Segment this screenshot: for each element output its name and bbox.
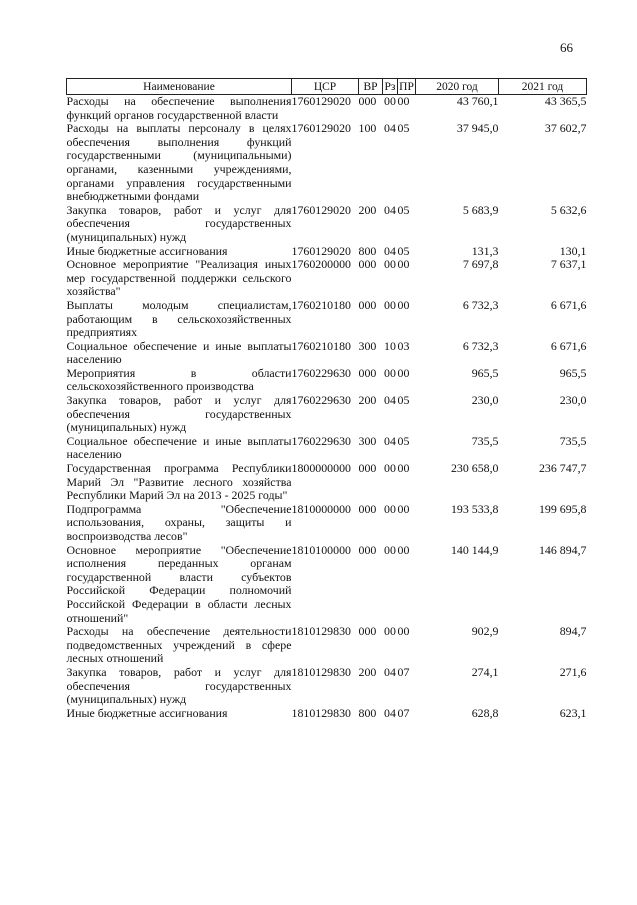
row-pr: 00 [397, 297, 410, 312]
row-vr: 800 [358, 705, 377, 720]
row-rz: 10 [384, 338, 396, 353]
row-name: Подпрограмма "Обеспечение использования, охраны, защиты и воспроизводства лесов" [66, 501, 292, 543]
table-row [67, 245, 587, 259]
row-value-2021: 735,5 [559, 433, 587, 448]
row-pr: 00 [397, 365, 410, 380]
row-pr: 00 [397, 624, 410, 639]
header-pr: ПР [399, 80, 414, 93]
table-row [67, 340, 587, 367]
row-name: Расходы на обеспечение деятельности подведомственных учреждений в сфере лесных отношений [66, 624, 292, 666]
row-pr: 05 [397, 121, 410, 136]
table-row [67, 625, 587, 666]
row-name: Социальное обеспечение и иные выплаты населению [66, 338, 292, 367]
row-vr: 000 [358, 365, 377, 380]
row-rz: 00 [384, 624, 396, 639]
row-value-2021: 6 671,6 [550, 297, 587, 312]
row-vr: 000 [358, 501, 377, 516]
row-value-2021: 43 365,5 [544, 94, 587, 108]
row-pr: 05 [397, 243, 410, 258]
table-row [67, 258, 587, 299]
row-value-2021: 5 632,6 [550, 202, 587, 217]
row-value-2021: 894,7 [559, 624, 587, 639]
header-csr: ЦСР [292, 79, 359, 95]
row-value-2020: 5 683,9 [462, 202, 499, 217]
row-vr: 800 [358, 243, 377, 258]
table-row [67, 299, 587, 340]
row-vr: 000 [358, 624, 377, 639]
table-row [67, 435, 587, 462]
row-rz: 04 [384, 433, 396, 448]
row-csr: 1760129020 [291, 121, 351, 136]
row-value-2020: 37 945,0 [456, 121, 499, 136]
row-vr: 000 [358, 297, 377, 312]
row-csr: 1760229630 [291, 393, 351, 408]
row-name: Мероприятия в области сельскохозяйственного производства [66, 365, 292, 394]
row-value-2021: 146 894,7 [538, 542, 587, 557]
row-pr: 00 [397, 257, 410, 272]
table-row [67, 204, 587, 245]
table-header-row [67, 79, 587, 95]
row-csr: 1800000000 [291, 461, 351, 476]
table-row [67, 544, 587, 626]
row-pr: 00 [397, 542, 410, 557]
row-vr: 200 [358, 202, 377, 217]
row-csr: 1760229630 [291, 433, 351, 448]
header-name: Наименование [67, 79, 292, 95]
row-rz: 00 [384, 94, 396, 108]
table-row [67, 394, 587, 435]
row-name: Иные бюджетные ассигнования [66, 705, 228, 720]
row-rz: 04 [384, 664, 396, 679]
row-value-2020: 230,0 [471, 393, 499, 408]
row-name: Закупка товаров, работ и услуг для обеспечения государственных (муниципальных) нужд [66, 664, 292, 707]
row-csr: 1760229630 [291, 365, 351, 380]
row-vr: 000 [358, 461, 377, 476]
row-value-2021: 236 747,7 [538, 461, 587, 476]
row-vr: 300 [358, 433, 377, 448]
row-rz: 04 [384, 243, 396, 258]
row-vr: 300 [358, 338, 377, 353]
row-value-2021: 199 695,8 [538, 501, 587, 516]
table-body [67, 95, 587, 721]
row-csr: 1760129020 [291, 94, 351, 108]
row-rz: 00 [384, 257, 396, 272]
row-name: Социальное обеспечение и иные выплаты населению [66, 433, 292, 462]
row-vr: 000 [358, 94, 377, 108]
row-value-2020: 140 144,9 [450, 542, 499, 557]
row-name: Расходы на выплаты персоналу в целях обеспечения выполнения функций государственными (муниципальными) органами, казенными учреждениями, органами управления государственными внебюджетными фондами [66, 121, 292, 204]
row-value-2021: 37 602,7 [544, 121, 587, 136]
row-name: Основное мероприятие "Реализация иных мер государственной поддержки сельского хозяйства" [66, 257, 292, 299]
row-pr: 05 [397, 393, 410, 408]
row-rz: 00 [384, 297, 396, 312]
table-row [67, 95, 587, 123]
row-value-2021: 230,0 [559, 393, 587, 408]
row-pr: 05 [397, 202, 410, 217]
row-vr: 000 [358, 542, 377, 557]
row-value-2021: 6 671,6 [550, 338, 587, 353]
table-row [67, 666, 587, 707]
row-rz: 00 [384, 501, 396, 516]
row-vr: 000 [358, 257, 377, 272]
table-row [67, 503, 587, 544]
row-pr: 07 [397, 664, 410, 679]
row-vr: 100 [358, 121, 377, 136]
row-rz: 00 [384, 542, 396, 557]
row-value-2020: 735,5 [471, 433, 499, 448]
row-rz: 00 [384, 461, 396, 476]
header-2021: 2021 год [499, 79, 587, 95]
row-csr: 1760200000 [291, 257, 351, 272]
row-name: Основное мероприятие "Обеспечение исполнения переданных органам государственной власти субъектов Российской Федерации полномочий Российской Федерации в области лесных отношений" [66, 542, 292, 625]
row-csr: 1810000000 [291, 501, 351, 516]
row-csr: 1810129830 [291, 705, 351, 720]
row-name: Иные бюджетные ассигнования [66, 243, 228, 258]
row-csr: 1760210180 [291, 297, 351, 312]
row-rz: 04 [384, 705, 396, 720]
row-value-2020: 902,9 [471, 624, 499, 639]
row-vr: 200 [358, 664, 377, 679]
row-value-2021: 271,6 [559, 664, 587, 679]
header-vr: ВР [359, 79, 383, 95]
table-row [67, 122, 587, 204]
row-pr: 00 [397, 461, 410, 476]
row-value-2020: 7 697,8 [462, 257, 499, 272]
page-number: 66 [560, 40, 573, 55]
table-row [67, 707, 587, 721]
row-csr: 1760129020 [291, 202, 351, 217]
row-csr: 1810129830 [291, 664, 351, 679]
row-value-2020: 274,1 [471, 664, 499, 679]
row-pr: 00 [397, 501, 410, 516]
row-value-2021: 130,1 [559, 243, 587, 258]
row-value-2021: 623,1 [559, 705, 587, 720]
row-value-2020: 965,5 [471, 365, 499, 380]
header-2020: 2020 год [416, 79, 499, 95]
row-value-2020: 6 732,3 [462, 297, 499, 312]
row-value-2020: 193 533,8 [450, 501, 499, 516]
row-csr: 1760210180 [291, 338, 351, 353]
row-value-2020: 43 760,1 [456, 94, 499, 108]
row-rz: 04 [384, 202, 396, 217]
row-name: Расходы на обеспечение выполнения функций органов государственной власти [66, 94, 292, 122]
row-csr: 1810129830 [291, 624, 351, 639]
row-value-2021: 7 637,1 [550, 257, 587, 272]
row-value-2020: 628,8 [471, 705, 499, 720]
table-row [67, 462, 587, 503]
row-rz: 00 [384, 365, 396, 380]
budget-table [66, 78, 587, 720]
row-pr: 05 [397, 433, 410, 448]
row-value-2021: 965,5 [559, 365, 587, 380]
row-name: Государственная программа Республики Марий Эл "Развитие лесного хозяйства Республики Марий Эл на 2013 - 2025 годы" [66, 461, 292, 503]
row-pr: 00 [397, 94, 410, 108]
row-value-2020: 230 658,0 [450, 461, 499, 476]
row-name: Выплаты молодым специалистам, работающим в сельскохозяйственных предприятиях [66, 297, 292, 340]
row-csr: 1810100000 [291, 542, 351, 557]
row-value-2020: 131,3 [471, 243, 499, 258]
row-vr: 200 [358, 393, 377, 408]
row-csr: 1760129020 [291, 243, 351, 258]
table-row [67, 367, 587, 394]
row-pr: 03 [397, 338, 410, 353]
header-rz: Рз [383, 79, 398, 95]
row-name: Закупка товаров, работ и услуг для обеспечения государственных (муниципальных) нужд [66, 202, 292, 244]
row-rz: 04 [384, 393, 396, 408]
row-rz: 04 [384, 121, 396, 136]
row-pr: 07 [397, 705, 410, 720]
row-name: Закупка товаров, работ и услуг для обеспечения государственных (муниципальных) нужд [66, 393, 292, 435]
row-value-2020: 6 732,3 [462, 338, 499, 353]
